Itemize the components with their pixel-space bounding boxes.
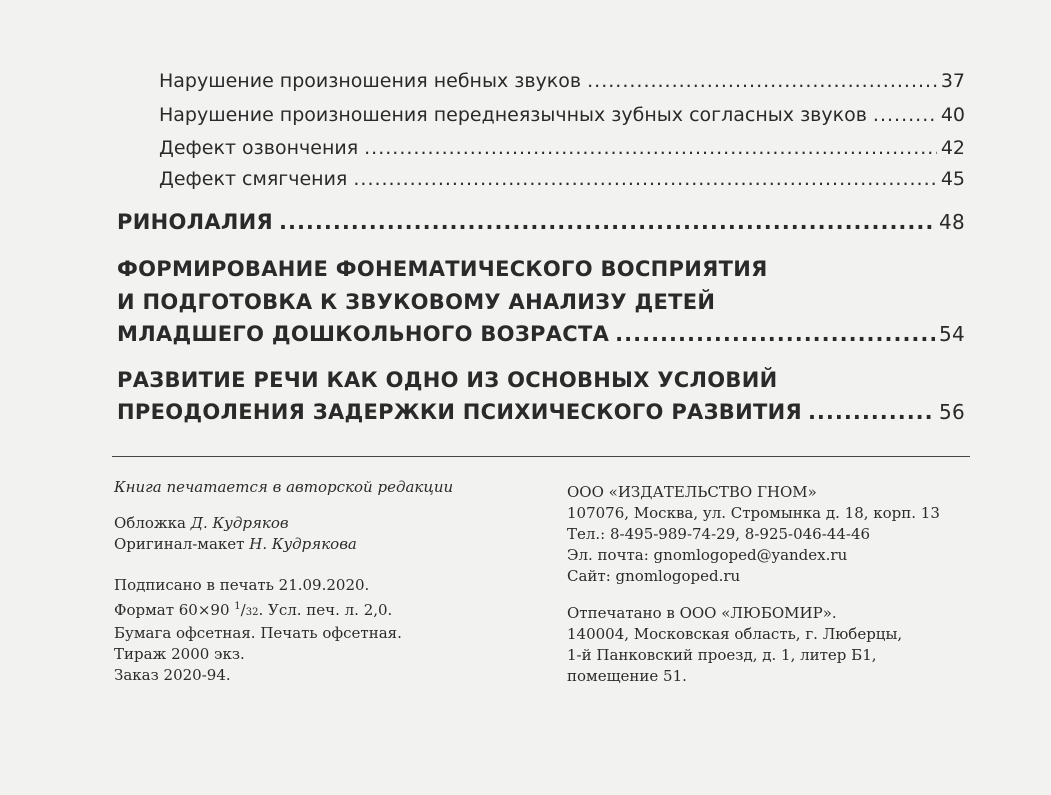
paper-line: Бумага офсетная. Печать офсетная. <box>114 624 402 642</box>
author-edition-note: Книга печатается в авторской редакции <box>114 478 454 496</box>
toc-leader-dots <box>808 400 935 424</box>
toc-entry <box>159 104 965 126</box>
toc-chapter-page: 48 <box>938 210 965 234</box>
printer-address-3: помещение 51. <box>567 667 687 685</box>
imprint-left <box>114 477 453 498</box>
toc-leader-dots <box>587 70 937 92</box>
format-slash: / <box>240 601 246 619</box>
toc-chapter-title-line: И ПОДГОТОВКА К ЗВУКОВОМУ АНАЛИЗУ ДЕТЕЙ <box>117 290 716 314</box>
publisher-site: Сайт: gnomlogoped.ru <box>567 567 741 585</box>
cover-credit <box>114 513 357 534</box>
print-run: Тираж 2000 экз. <box>114 645 245 663</box>
toc-entry <box>159 168 965 190</box>
toc-chapter-page: 54 <box>938 322 965 346</box>
format-line <box>114 596 402 623</box>
layout-name: Н. Кудрякова <box>249 535 357 553</box>
toc-chapter-title-line: ПРЕОДОЛЕНИЯ ЗАДЕРЖКИ ПСИХИЧЕСКОГО РАЗВИТИЯ <box>117 400 802 424</box>
toc-chapter-title-line: ФОРМИРОВАНИЕ ФОНЕМАТИЧЕСКОГО ВОСПРИЯТИЯ <box>117 257 768 281</box>
publisher-email: Эл. почта: gnomlogoped@yandex.ru <box>567 546 848 564</box>
toc-entry-title: Нарушение произношения переднеязычных зубных согласных звуков <box>159 104 867 126</box>
toc-chapter-speech <box>117 400 965 424</box>
toc-leader-dots <box>873 104 937 126</box>
publisher-name: ООО «ИЗДАТЕЛЬСТВО ГНОМ» <box>567 483 817 501</box>
toc-entry <box>159 137 965 159</box>
toc-chapter-rhinolalia <box>117 210 965 234</box>
toc-chapter-title: РИНОЛАЛИЯ <box>117 210 273 234</box>
toc-leader-dots <box>279 210 935 234</box>
imprint-right-printer <box>567 603 902 687</box>
divider-line <box>112 456 970 457</box>
publisher-phone: Тел.: 8-495-989-74-29, 8-925-046-44-46 <box>567 525 871 543</box>
toc-entry-title: Дефект озвончения <box>159 137 359 159</box>
signed-to-print: Подписано в печать 21.09.2020. <box>114 576 370 594</box>
imprint-print-details <box>114 575 402 686</box>
toc-entry-page: 45 <box>940 168 965 190</box>
cover-name: Д. Кудряков <box>190 514 289 532</box>
toc-entry-page: 42 <box>940 137 965 159</box>
toc-entry-title: Дефект смягчения <box>159 168 348 190</box>
layout-label: Оригинал-макет <box>114 535 245 553</box>
toc-chapter-title-line: МЛАДШЕГО ДОШКОЛЬНОГО ВОЗРАСТА <box>117 322 610 346</box>
toc-entry-title: Нарушение произношения небных звуков <box>159 70 582 92</box>
format-sheets: . Усл. печ. л. 2,0. <box>258 601 393 619</box>
format-label: Формат 60×90 <box>114 601 235 619</box>
printer-address-1: 140004, Московская область, г. Люберцы, <box>567 625 903 643</box>
toc-chapter-title-line: РАЗВИТИЕ РЕЧИ КАК ОДНО ИЗ ОСНОВНЫХ УСЛОВИЙ <box>117 368 778 392</box>
toc-leader-dots <box>364 137 937 159</box>
format-denominator: 32 <box>245 607 259 618</box>
printer-name: Отпечатано в ООО «ЛЮБОМИР». <box>567 604 837 622</box>
toc-chapter-page: 56 <box>938 400 965 424</box>
toc-chapter-phonematic <box>117 322 965 346</box>
imprint-credits <box>114 513 357 555</box>
cover-label: Обложка <box>114 514 187 532</box>
toc-entry-page: 40 <box>940 104 965 126</box>
printer-address-2: 1-й Панковский проезд, д. 1, литер Б1, <box>567 646 877 664</box>
toc-entry-page: 37 <box>940 70 965 92</box>
toc-leader-dots <box>615 322 935 346</box>
toc-leader-dots <box>353 168 936 190</box>
imprint-right-publisher <box>567 482 940 587</box>
order-number: Заказ 2020-94. <box>114 666 231 684</box>
layout-credit <box>114 534 357 555</box>
format-numerator: 1 <box>234 601 241 612</box>
toc-entry <box>159 70 965 92</box>
publisher-address: 107076, Москва, ул. Стромынка д. 18, корп. 13 <box>567 504 940 522</box>
